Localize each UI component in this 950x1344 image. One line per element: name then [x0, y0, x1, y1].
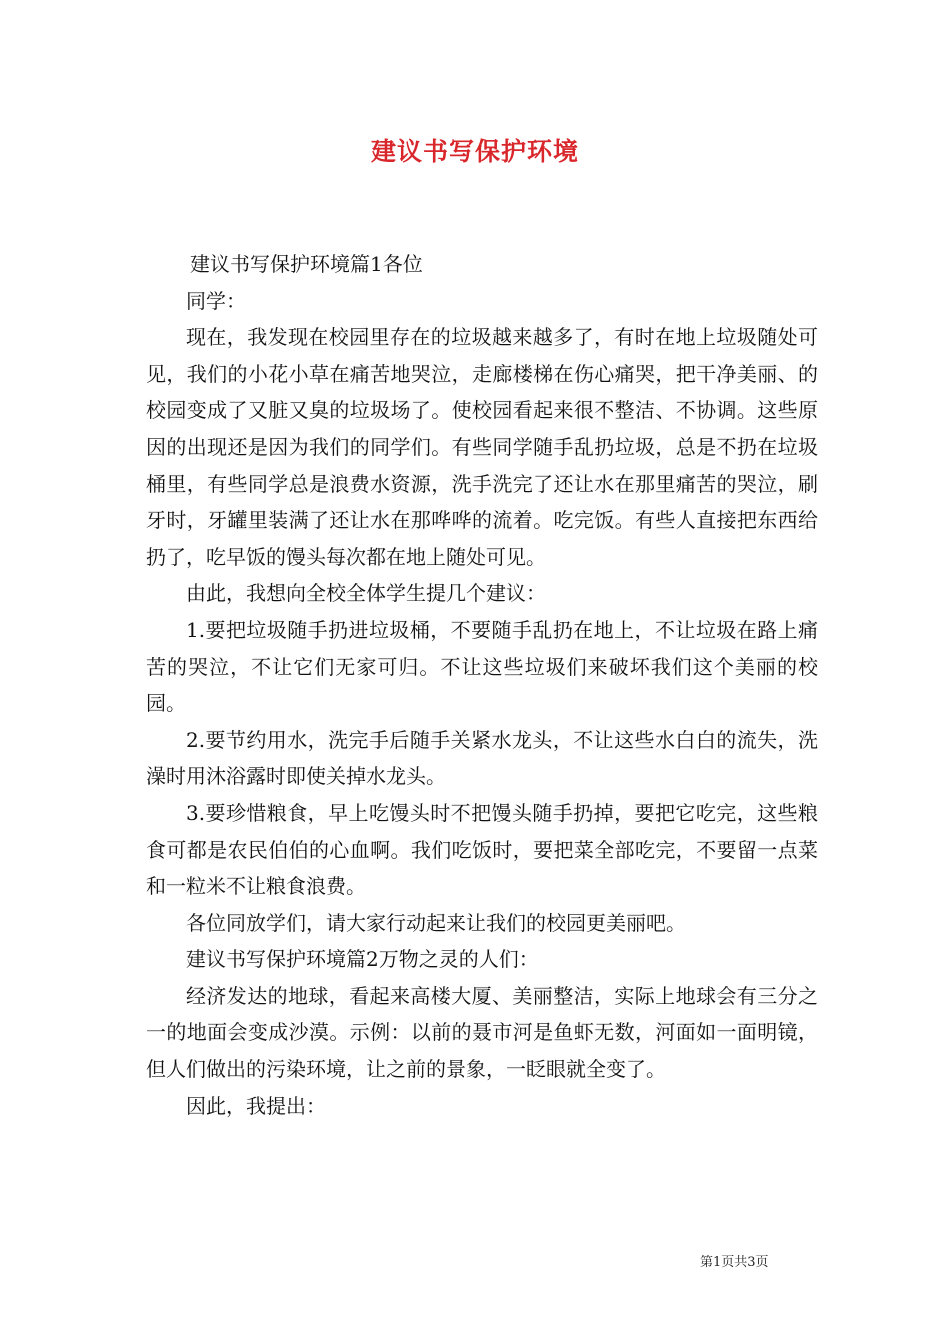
document-title: 建议书写保护环境 [370, 137, 579, 166]
paragraph-closing: 各位同放学们，请大家行动起来让我们的校园更美丽吧。 [186, 910, 686, 935]
paragraph-salutation: 同学： [186, 288, 246, 313]
paragraph-suggestion-3: 3.要珍惜粮食，早上吃馒头时不把馒头随手扔掉，要把它吃完，这些粮食可都是农民伯伯的心血啊。我们吃饭时，要把菜全部吃完，不要留一点菜和一粒米不让粮食浪费。 [146, 800, 818, 899]
paragraph-suggestion-2: 2.要节约用水，洗完手后随手关紧水龙头，不让这些水白白的流失，洗澡时用沐浴露时即使关掉水龙头。 [146, 727, 818, 789]
paragraph-suggestion-1: 1.要把垃圾随手扔进垃圾桶，不要随手乱扔在地上，不让垃圾在路上痛苦的哭泣，不让它们无家可归。不让这些垃圾们来破坏我们这个美丽的校园。 [146, 617, 818, 716]
page-number: 第1页共3页 [700, 1255, 769, 1270]
paragraph-heading-1: 建议书写保护环境篇1各位 [190, 252, 423, 276]
paragraph-therefore: 因此，我提出： [186, 1093, 326, 1118]
paragraph-desert: 经济发达的地球，看起来高楼大厦、美丽整洁，实际上地球会有三分之一的地面会变成沙漠。示例：以前的聂市河是鱼虾无数，河面如一面明镜，但人们做出的污染环境，让之前的景象，一眨眼就全变了。 [146, 983, 818, 1082]
paragraph-problem: 现在，我发现在校园里存在的垃圾越来越多了，有时在地上垃圾随处可见，我们的小花小草在痛苦地哭泣，走廊楼梯在伤心痛哭，把干净美丽、的校园变成了又脏又臭的垃圾场了。使校园看起来很不整洁、不协调。这些原因的出现还是因为我们的同学们。有些同学随手乱扔垃圾，总是不扔在垃圾桶里，有些同学总是浪费水资源，洗手洗完了还让水在那里痛苦的哭泣，刷牙时，牙罐里装满了还让水在那哗哗的流着。吃完饭。有些人直接把东西给扔了，吃早饭的馒头每次都在地上随处可见。 [146, 325, 818, 569]
paragraph-heading-2: 建议书写保护环境篇2万物之灵的人们： [186, 947, 539, 972]
paragraph-proposal-intro: 由此，我想向全校全体学生提几个建议： [186, 581, 546, 606]
document-body [146, 246, 818, 1124]
